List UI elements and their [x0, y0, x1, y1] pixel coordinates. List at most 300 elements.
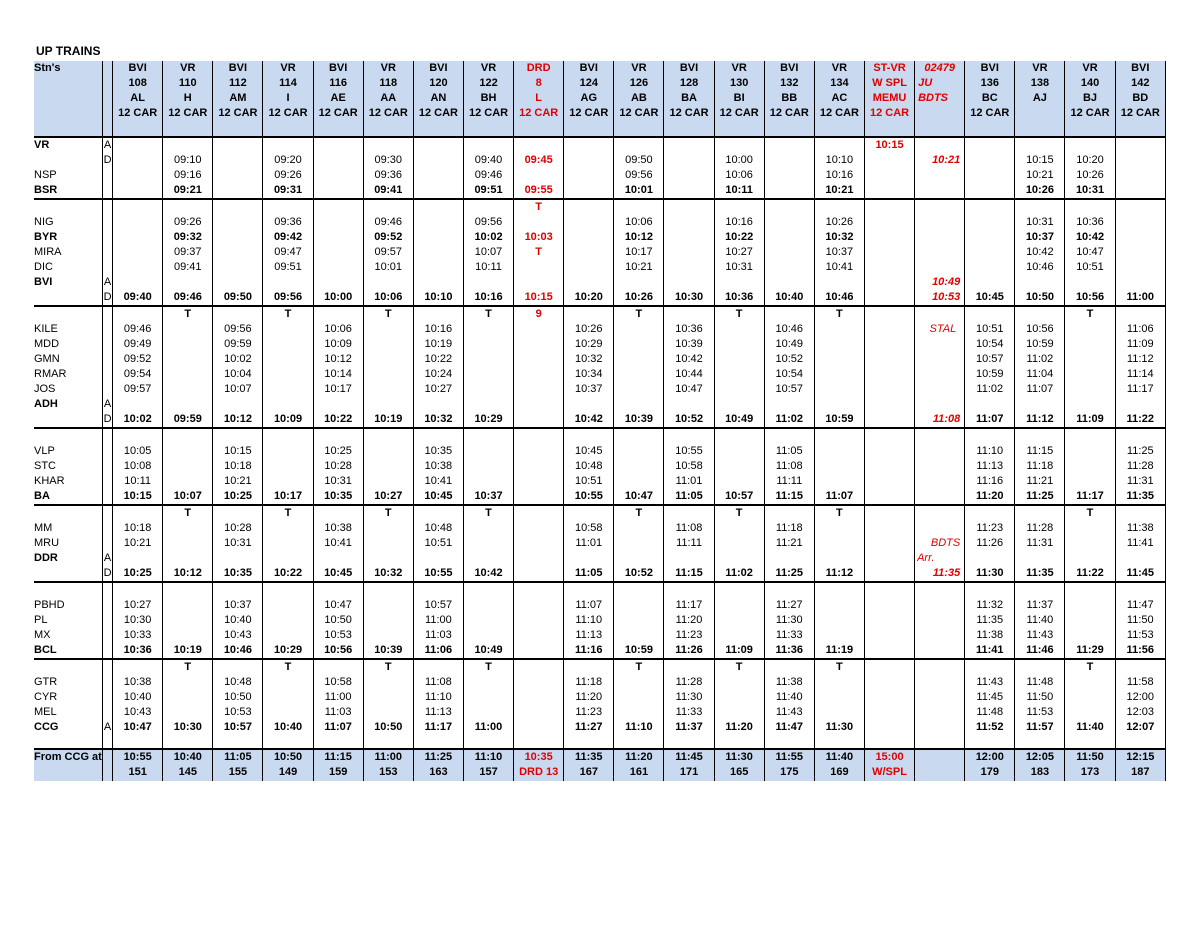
- time-value: [514, 260, 563, 275]
- time-value: [514, 643, 563, 658]
- time-value: [915, 613, 964, 628]
- time-cell: [113, 306, 163, 428]
- return-train-value: 11:45: [675, 751, 703, 763]
- time-value: [1015, 506, 1064, 521]
- time-value: [765, 215, 814, 230]
- time-value: [715, 690, 764, 705]
- time-value: [915, 705, 964, 720]
- time-cell: [413, 306, 463, 428]
- time-value: [514, 397, 563, 412]
- station-block: [34, 199, 1166, 306]
- time-cell: [1115, 428, 1165, 505]
- station-name: [34, 290, 102, 305]
- time-cell: [1065, 505, 1115, 582]
- time-value: 09:36: [374, 169, 403, 181]
- arr-dep-marker: [103, 367, 112, 382]
- time-value: [263, 200, 312, 215]
- train-header-line: VR: [1082, 62, 1098, 74]
- time-value: [213, 660, 262, 675]
- return-train-value: 163: [429, 766, 448, 778]
- return-train-value: 159: [328, 766, 348, 778]
- arr-dep-marker: [103, 536, 112, 551]
- time-value: [765, 200, 814, 215]
- time-value: [664, 429, 713, 444]
- train-header-line: BH: [480, 92, 497, 104]
- station-block: [34, 582, 1166, 659]
- time-value: [715, 382, 764, 397]
- time-value: [965, 230, 1014, 245]
- time-value: 10:56: [1026, 323, 1054, 335]
- time-value: [915, 200, 964, 215]
- time-value: [263, 275, 312, 290]
- station-names: [34, 199, 103, 306]
- timetable: [34, 61, 1166, 781]
- time-cell: [814, 582, 864, 659]
- time-value: 10:30: [674, 291, 704, 303]
- time-value: [163, 583, 212, 598]
- return-train-cell: [263, 749, 313, 781]
- time-value: [514, 660, 563, 675]
- time-value: T: [1086, 308, 1094, 320]
- time-cell: [1115, 505, 1165, 582]
- time-value: T: [836, 507, 843, 519]
- time-value: 10:10: [424, 291, 453, 303]
- time-value: [514, 583, 563, 598]
- time-value: [664, 230, 713, 245]
- time-value: [865, 352, 914, 367]
- time-value: 11:17: [1126, 383, 1154, 395]
- time-value: 11:30: [675, 691, 703, 703]
- time-value: [614, 429, 663, 444]
- time-value: [865, 230, 914, 245]
- time-value: [865, 459, 914, 474]
- time-value: [364, 613, 413, 628]
- time-value: [113, 215, 162, 230]
- time-value: [464, 352, 513, 367]
- time-value: [113, 506, 162, 521]
- time-cell: [814, 659, 864, 749]
- time-value: [915, 397, 964, 412]
- station-names: [34, 137, 103, 199]
- time-cell: [1015, 306, 1065, 428]
- train-header-line: I: [286, 92, 290, 104]
- time-value: [314, 260, 363, 275]
- time-value: 11:10: [976, 445, 1004, 457]
- time-value: 10:19: [424, 338, 453, 350]
- arr-dep-markers: [103, 582, 113, 659]
- train-header-line: 12 CAR: [168, 107, 208, 119]
- time-value: [514, 705, 563, 720]
- time-value: 09:52: [374, 231, 403, 243]
- train-header-line: BVI: [1131, 62, 1150, 74]
- time-value: 10:52: [624, 567, 653, 579]
- station-header-label: Stn's: [34, 62, 61, 74]
- time-value: 09:52: [123, 353, 152, 365]
- return-train-value: [915, 765, 964, 780]
- train-header-line: AB: [630, 92, 647, 104]
- time-value: 10:15: [123, 490, 152, 502]
- time-value: 11:28: [675, 676, 703, 688]
- time-cell: [514, 659, 564, 749]
- station-name: BSR: [34, 184, 58, 196]
- time-cell: [213, 199, 263, 306]
- time-value: [614, 536, 663, 551]
- return-train-cell: [463, 749, 513, 781]
- return-train-value: 12:00: [975, 751, 1004, 763]
- time-value: [715, 675, 764, 690]
- arr-dep-marker: [103, 183, 112, 198]
- time-value: 10:25: [223, 490, 252, 502]
- time-value: 11:15: [675, 567, 703, 579]
- train-header: [213, 61, 263, 137]
- station-name: JOS: [34, 383, 56, 395]
- time-value: 11:13: [425, 706, 452, 718]
- return-train-value: 11:55: [775, 751, 804, 763]
- time-cell: [614, 306, 664, 428]
- time-value: [1116, 230, 1165, 245]
- time-value: 11:12: [825, 567, 854, 579]
- time-cell: [664, 199, 714, 306]
- time-value: [263, 551, 312, 566]
- time-value: 09:59: [224, 338, 252, 350]
- time-value: [1116, 429, 1165, 444]
- time-value: 10:25: [123, 567, 152, 579]
- return-train-cell: [614, 749, 664, 781]
- train-header-line: AA: [380, 92, 397, 104]
- time-value: T: [635, 507, 643, 519]
- time-value: 10:45: [975, 291, 1004, 303]
- time-value: [1116, 153, 1165, 168]
- time-value: 10:21: [932, 154, 961, 166]
- time-value: [564, 551, 613, 566]
- time-value: [163, 536, 212, 551]
- time-value: [664, 551, 713, 566]
- time-value: 11:38: [1126, 522, 1154, 534]
- time-cell: [263, 428, 313, 505]
- time-value: [865, 536, 914, 551]
- time-value: [815, 474, 864, 489]
- time-value: [614, 705, 663, 720]
- time-value: [163, 200, 212, 215]
- time-value: 09:26: [274, 169, 302, 181]
- arr-dep-marker: [103, 643, 112, 658]
- time-value: 10:16: [424, 323, 453, 335]
- time-value: [664, 660, 713, 675]
- time-value: [364, 459, 413, 474]
- time-value: [815, 397, 864, 412]
- time-value: [614, 200, 663, 215]
- station-name: KHAR: [34, 475, 65, 487]
- time-value: T: [535, 246, 542, 258]
- time-cell: [564, 582, 614, 659]
- time-value: [715, 138, 764, 153]
- time-value: 11:05: [775, 445, 803, 457]
- time-value: [664, 200, 713, 215]
- time-value: 10:16: [474, 291, 503, 303]
- time-cell: [213, 306, 263, 428]
- train-header-line: [915, 106, 964, 121]
- time-value: [1065, 459, 1114, 474]
- time-value: 11:48: [1026, 676, 1054, 688]
- station-name: MX: [34, 629, 51, 641]
- time-value: 09:54: [123, 368, 152, 380]
- time-value: 10:24: [424, 368, 453, 380]
- station-name: MDD: [34, 338, 60, 350]
- train-header-line: BVI: [429, 62, 448, 74]
- train-header: [163, 61, 213, 137]
- time-value: 09:55: [524, 184, 553, 196]
- train-header-line: 12 CAR: [669, 107, 709, 119]
- train-header-line: BVI: [780, 62, 799, 74]
- time-value: [965, 397, 1014, 412]
- time-value: [414, 138, 463, 153]
- train-header-line: AC: [831, 92, 848, 104]
- time-cell: [614, 137, 664, 199]
- time-value: [514, 566, 563, 581]
- train-header-line: 130: [729, 77, 749, 89]
- time-value: [514, 322, 563, 337]
- time-value: 10:07: [173, 490, 202, 502]
- train-header-line: 142: [1131, 77, 1150, 89]
- time-value: 10:43: [224, 629, 252, 641]
- time-value: 09:10: [174, 154, 202, 166]
- time-value: [163, 628, 212, 643]
- time-cell: [915, 306, 965, 428]
- time-value: 10:02: [224, 353, 252, 365]
- time-value: 10:27: [374, 490, 403, 502]
- time-value: [614, 583, 663, 598]
- arr-dep-markers: [103, 137, 113, 199]
- train-header: [113, 61, 163, 137]
- time-value: [263, 598, 312, 613]
- train-header-line: VR: [1032, 62, 1048, 74]
- time-value: [364, 322, 413, 337]
- time-value: 09:26: [174, 216, 202, 228]
- train-header-line: AN: [430, 92, 447, 104]
- time-value: 10:02: [123, 413, 152, 425]
- time-value: 10:49: [932, 276, 961, 288]
- time-value: 09:31: [273, 184, 303, 196]
- time-value: [765, 397, 814, 412]
- train-header: [614, 61, 664, 137]
- time-value: [865, 397, 914, 412]
- time-value: 11:12: [1026, 413, 1054, 425]
- time-value: [815, 690, 864, 705]
- time-value: 09:30: [374, 154, 403, 166]
- time-value: 10:03: [524, 231, 553, 243]
- time-value: 10:21: [224, 475, 252, 487]
- time-value: 09:56: [224, 323, 252, 335]
- train-header: [764, 61, 814, 137]
- time-value: [1015, 200, 1064, 215]
- station-name: BCL: [34, 644, 57, 656]
- time-value: 11:58: [1126, 676, 1154, 688]
- train-header-line: BD: [1132, 92, 1149, 104]
- return-train-value: 10:40: [173, 751, 202, 763]
- train-header: [263, 61, 313, 137]
- time-value: [213, 230, 262, 245]
- return-train-cell: [363, 749, 413, 781]
- station-name: GMN: [34, 353, 60, 365]
- train-header-line: JU: [918, 77, 933, 89]
- time-cell: [915, 199, 965, 306]
- time-value: 11:33: [775, 629, 803, 641]
- time-value: [364, 598, 413, 613]
- train-header-line: 12 CAR: [719, 107, 759, 119]
- time-value: [865, 245, 914, 260]
- time-cell: [113, 582, 163, 659]
- time-value: 10:26: [575, 323, 603, 335]
- train-header: [1065, 61, 1115, 137]
- time-value: 11:08: [932, 413, 961, 425]
- time-value: 10:53: [932, 291, 961, 303]
- station-name: STC: [34, 460, 56, 472]
- return-train-value: 12:15: [1126, 751, 1155, 763]
- time-value: 10:22: [273, 567, 303, 579]
- time-value: 10:15: [524, 291, 553, 303]
- time-value: 10:40: [273, 721, 303, 733]
- time-value: 11:35: [976, 614, 1004, 626]
- time-value: 11:07: [825, 490, 854, 502]
- time-value: [314, 138, 363, 153]
- time-value: [314, 307, 363, 322]
- time-value: T: [284, 661, 292, 673]
- time-value: [865, 643, 914, 658]
- time-value: [915, 474, 964, 489]
- time-cell: [714, 137, 764, 199]
- time-value: [1065, 536, 1114, 551]
- time-cell: [915, 428, 965, 505]
- return-train-cell: [413, 749, 463, 781]
- time-value: [564, 429, 613, 444]
- return-train-value: 11:35: [575, 751, 603, 763]
- time-value: [815, 598, 864, 613]
- time-value: [614, 337, 663, 352]
- time-value: 10:37: [474, 490, 503, 502]
- return-train-cell: [1065, 749, 1115, 781]
- time-value: [1015, 397, 1064, 412]
- time-value: [1065, 551, 1114, 566]
- return-train-value: 157: [479, 766, 498, 778]
- time-value: [464, 474, 513, 489]
- time-value: [1116, 245, 1165, 260]
- time-value: [263, 521, 312, 536]
- time-value: 11:04: [1026, 368, 1054, 380]
- time-value: 10:31: [1026, 216, 1054, 228]
- time-value: 10:17: [273, 490, 303, 502]
- time-cell: [514, 199, 564, 306]
- time-value: 11:02: [725, 567, 753, 579]
- time-value: [915, 183, 964, 198]
- return-train-value: 11:50: [1076, 751, 1104, 763]
- time-value: [664, 168, 713, 183]
- time-value: 11:07: [976, 413, 1004, 425]
- time-value: T: [635, 308, 643, 320]
- time-value: [314, 183, 363, 198]
- time-cell: [564, 659, 614, 749]
- time-value: 10:41: [324, 537, 352, 549]
- train-header-line: H: [183, 92, 192, 104]
- time-cell: [413, 505, 463, 582]
- time-cell: [764, 505, 814, 582]
- time-value: [514, 168, 563, 183]
- time-value: 10:48: [424, 522, 453, 534]
- time-value: 10:42: [474, 567, 503, 579]
- time-value: [163, 690, 212, 705]
- station-name: KILE: [34, 323, 58, 335]
- time-value: [614, 551, 663, 566]
- time-value: 11:38: [775, 676, 803, 688]
- time-cell: [113, 505, 163, 582]
- time-value: [865, 367, 914, 382]
- time-value: 11:53: [1126, 629, 1154, 641]
- time-value: 10:40: [775, 291, 804, 303]
- time-value: 11:00: [425, 614, 452, 626]
- time-value: [464, 598, 513, 613]
- time-value: [715, 613, 764, 628]
- time-value: [514, 459, 563, 474]
- time-value: 11:09: [1076, 413, 1104, 425]
- time-cell: [714, 505, 764, 582]
- station-name: DIC: [34, 261, 53, 273]
- time-value: 10:47: [675, 383, 703, 395]
- time-value: 11:43: [775, 706, 803, 718]
- time-value: [314, 168, 363, 183]
- time-value: [1065, 382, 1114, 397]
- time-value: [715, 521, 764, 536]
- time-cell: [213, 582, 263, 659]
- time-cell: [714, 582, 764, 659]
- time-cell: [1065, 199, 1115, 306]
- time-value: [664, 506, 713, 521]
- time-value: [715, 598, 764, 613]
- time-value: [514, 675, 563, 690]
- time-value: [865, 153, 914, 168]
- time-cell: [564, 428, 614, 505]
- time-value: [614, 690, 663, 705]
- time-value: [765, 660, 814, 675]
- time-value: 10:48: [575, 460, 603, 472]
- time-value: [815, 551, 864, 566]
- arr-dep-marker: [103, 675, 112, 690]
- train-header-line: [1015, 106, 1064, 121]
- time-value: T: [384, 661, 392, 673]
- time-cell: [163, 659, 213, 749]
- time-value: 10:01: [374, 261, 403, 273]
- time-value: [1116, 215, 1165, 230]
- time-value: 10:48: [224, 676, 252, 688]
- time-value: 11:30: [976, 567, 1004, 579]
- time-cell: [313, 659, 363, 749]
- time-value: 11:11: [676, 537, 702, 549]
- time-cell: [163, 306, 213, 428]
- time-value: [965, 429, 1014, 444]
- time-value: [865, 598, 914, 613]
- time-value: [314, 506, 363, 521]
- time-cell: [1115, 582, 1165, 659]
- time-value: 11:28: [1126, 460, 1154, 472]
- time-value: [865, 382, 914, 397]
- time-value: [765, 307, 814, 322]
- time-value: 10:40: [123, 691, 152, 703]
- time-value: [364, 382, 413, 397]
- time-value: [715, 200, 764, 215]
- time-value: 09:36: [274, 216, 302, 228]
- time-value: 11:30: [825, 721, 854, 733]
- time-value: [915, 307, 964, 322]
- time-value: [965, 583, 1014, 598]
- time-cell: [413, 428, 463, 505]
